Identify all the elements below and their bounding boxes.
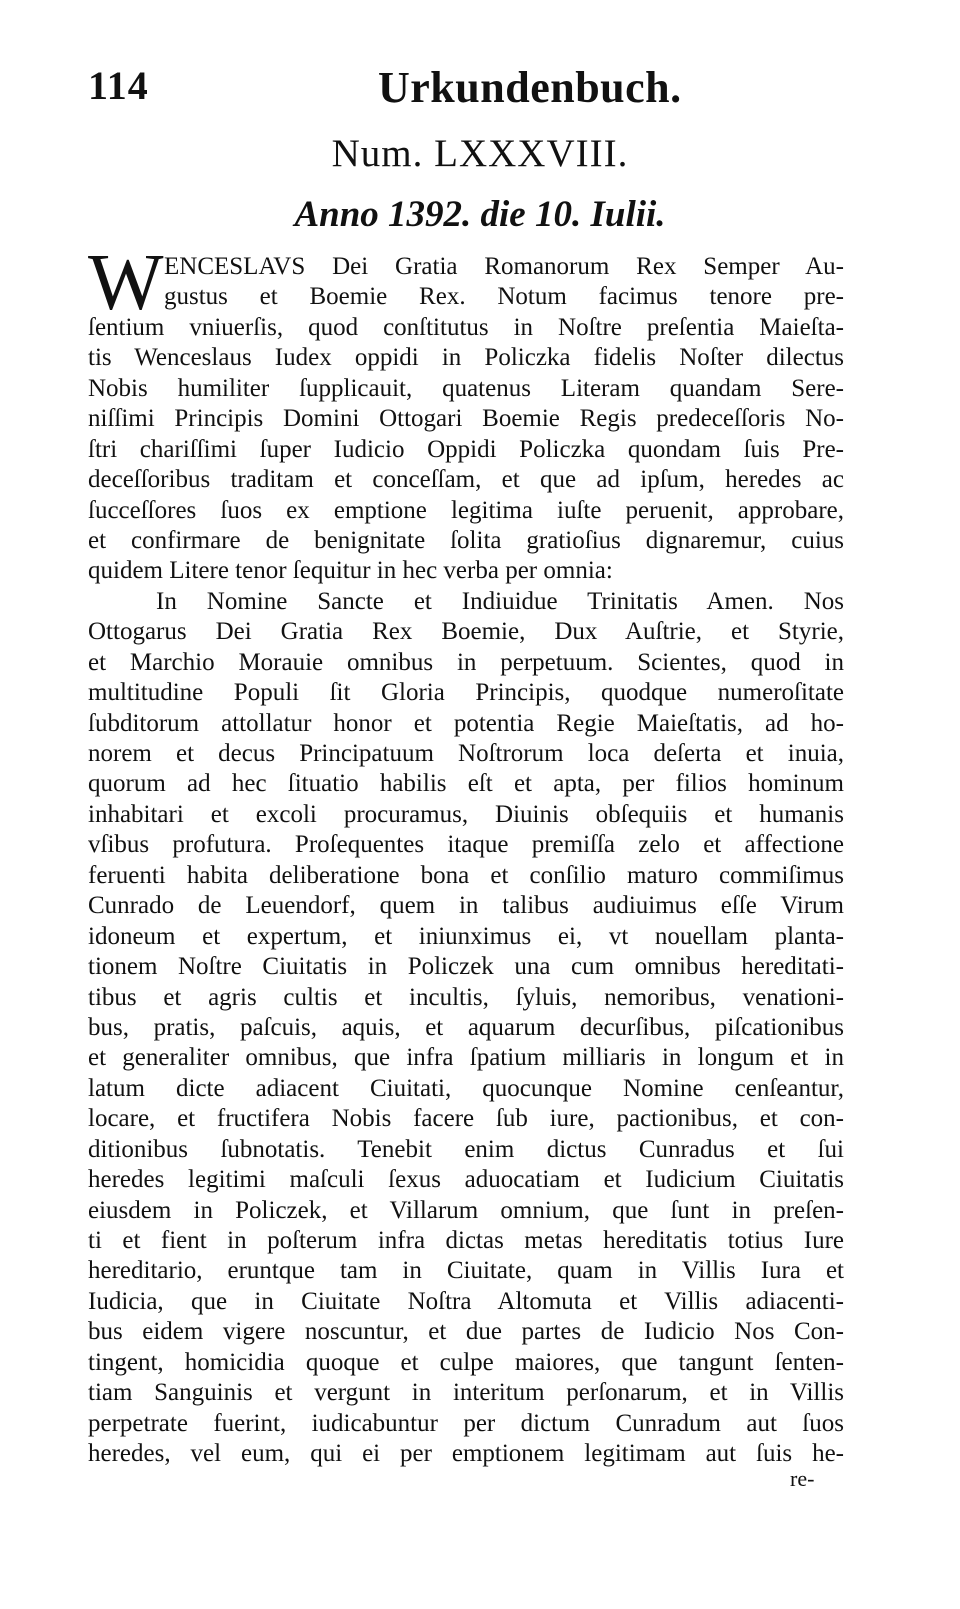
document-number: Num. LXXXVIII. [331,132,629,175]
text-line: Iudicia, que in Ciuitate Noſtra Altomuta et Villis adiacenti- [88,1287,844,1315]
catchword: re- [790,1466,815,1491]
text-line: ſubditorum attollatur honor et potentia Regie Maieſtatis, ad ho- [88,709,844,737]
running-title: Urkundenbuch. [378,63,682,112]
text-line: tibus et agris cultis et incultis, ſyluis, nemoribus, venationi- [88,983,844,1011]
text-line: In Nomine Sancte et Indiuidue Trinitatis Amen. Nos [156,587,844,615]
text-line: Ottogarus Dei Gratia Rex Boemie, Dux Auſtrie, et Styrie, [88,618,844,646]
text-line: quidem Litere tenor ſequitur in hec verba per omnia: [88,557,613,585]
text-line: et generaliter omnibus, que infra ſpatium milliaris in longum et in [88,1044,844,1072]
text-line: perpetrate fuerint, iudicabuntur per dictum Cunradum aut ſuos [88,1409,844,1437]
text-line: deceſſoribus traditam et conceſſam, et que ad ipſum, heredes ac [88,466,844,494]
text-line: latum dicte adiacent Ciuitati, quocunque Nomine cenſeantur, [88,1074,844,1102]
text-line: tiam Sanguinis et vergunt in interitum perſonarum, et in Villis [88,1379,844,1407]
document-date: Anno 1392. die 10. Iulii. [294,194,666,235]
text-line: tis Wenceslaus Iudex oppidi in Policzka fidelis Noſter dilectus [88,344,844,372]
text-line: vſibus profutura. Proſequentes itaque premiſſa zelo et affectione [88,831,844,859]
text-line: gustus et Boemie Rex. Notum facimus tenore pre- [164,283,844,311]
text-line: Nobis humiliter ſupplicauit, quatenus Literam quandam Sere- [88,374,844,402]
text-line: bus, pratis, paſcuis, aquis, et aquarum decurſibus, piſcationibus [88,1013,844,1041]
text-line: feruenti habita deliberatione bona et conſilio maturo commiſimus [88,861,844,889]
text-line: heredes, vel eum, qui ei per emptionem legitimam aut ſuis he- [88,1440,844,1468]
page-number: 114 [88,63,149,108]
drop-cap: W [88,239,164,327]
text-line: ditionibus ſubnotatis. Tenebit enim dictus Cunradus et ſui [88,1135,844,1163]
text-line: tingent, homicidia quoque et culpe maiores, que tangunt ſenten- [88,1348,844,1376]
text-line: hereditario, eruntque tam in Ciuitate, quam in Villis Iura et [88,1257,844,1285]
text-line: multitudine Populi ſit Gloria Principis, quodque numeroſitate [88,679,844,707]
page-header [88,62,848,122]
text-line: ſucceſſores ſuos ex emptione legitima iuſte peruenit, approbare, [88,496,844,524]
text-line: inhabitari et excoli procuramus, Diuinis obſequiis et humanis [88,800,844,828]
charter-text [88,252,844,1470]
text-line: Cunrado de Leuendorf, quem in talibus audiuimus eſſe Virum [88,892,844,920]
text-line: et Marchio Morauie omnibus in perpetuum. Scientes, quod in [88,648,844,676]
text-line: idoneum et expertum, et iniunximus ei, vt nouellam planta- [88,922,844,950]
text-line: locare, et fructifera Nobis facere ſub iure, pactionibus, et con- [88,1105,844,1133]
text-line: heredes legitimi maſculi ſexus aduocatiam et Iudicium Ciuitatis [88,1166,844,1194]
text-line: tionem Noſtre Ciuitatis in Policzek una cum omnibus hereditati- [88,953,844,981]
text-line: niſſimi Principis Domini Ottogari Boemie Regis predeceſſoris No- [88,405,844,433]
text-line: ſentium vniuerſis, quod conſtitutus in Noſtre preſentia Maieſta- [88,313,844,341]
text-line: norem et decus Principatuum Noſtrorum loca deſerta et inuia, [88,740,844,767]
text-line: ENCESLAVS Dei Gratia Romanorum Rex Semper Au- [164,253,844,280]
text-line: ſtri chariſſimi ſuper Iudicio Oppidi Policzka quondam ſuis Pre- [88,435,844,463]
text-line: ti et fient in poſterum infra dictas metas hereditatis totius Iure [88,1227,844,1254]
text-line: eiusdem in Policzek, et Villarum omnium, que ſunt in preſen- [88,1196,844,1224]
text-line: quorum ad hec ſituatio habilis eſt et apta, per filios hominum [88,770,844,798]
text-line: et confirmare de benignitate ſolita gratioſius dignaremur, cuius [88,526,844,554]
text-line: bus eidem vigere noscuntur, et due partes de Iudicio Nos Con- [88,1318,844,1346]
